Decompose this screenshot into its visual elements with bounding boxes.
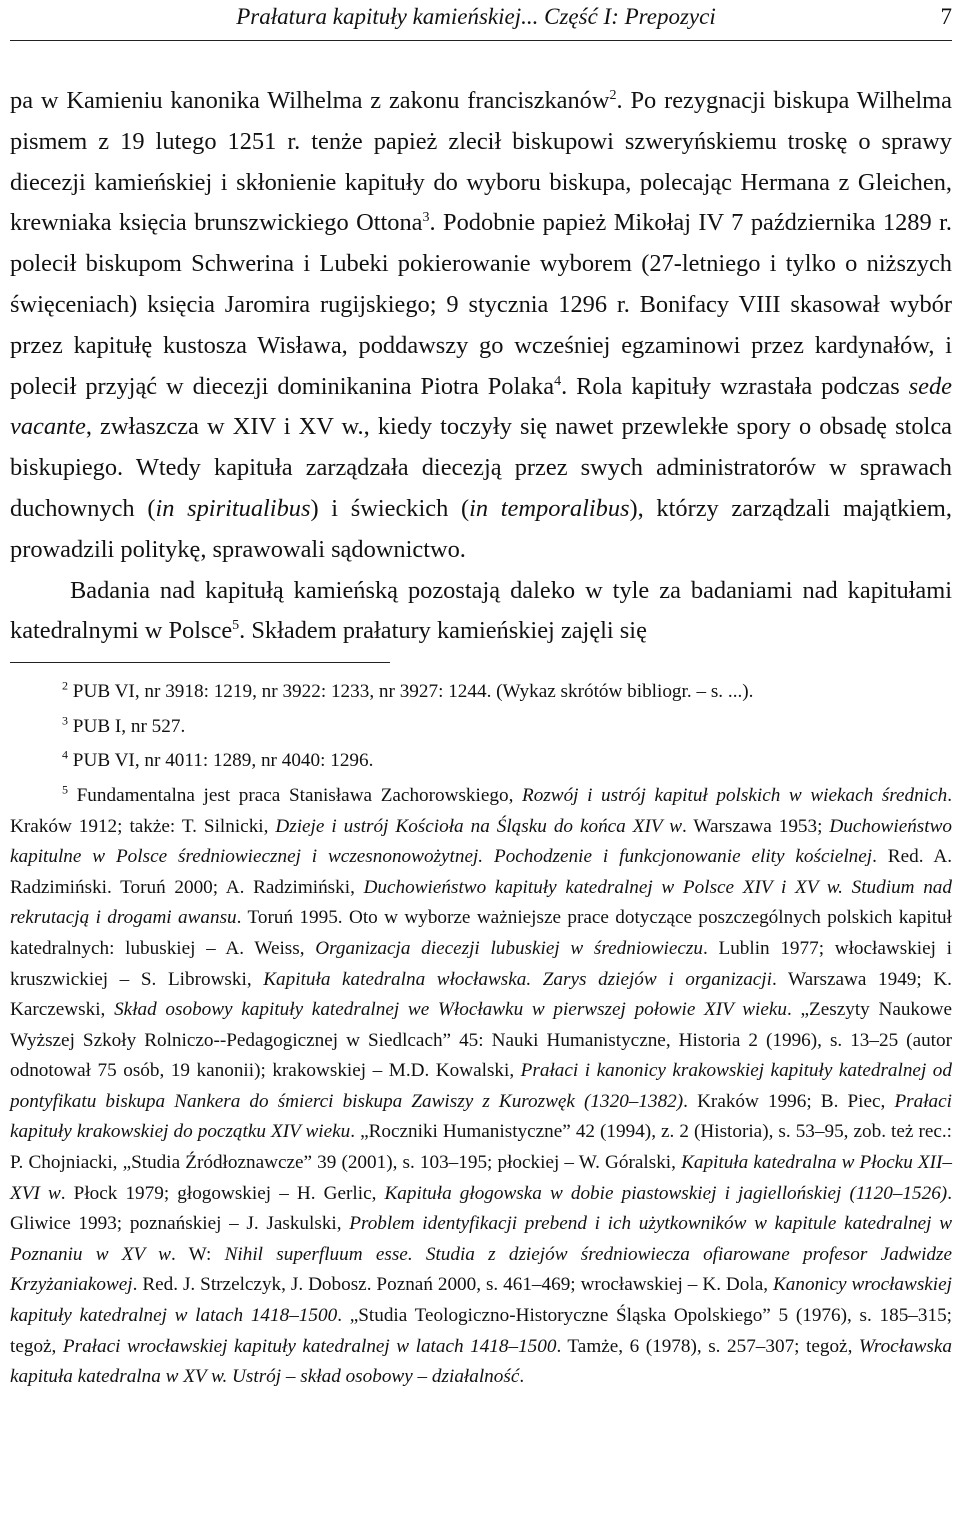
- footnote-4: $^4$ PUB VI, nr 4011: 1289, nr 4040: 1296.: [62, 747, 374, 772]
- footnote-3: $^3$ PUB I, nr 527.: [62, 713, 186, 737]
- paragraph-1: pa w Kamieniu kanonika Wilhelma z zakonu franciszkanów$^2$. Po rezygnacji biskupa Wilhelma pismem z 19 lutego 1251 r. tenże papież zlecił biskupowi szweryńskiemu troskę o sprawy diecezji kamieńskiej i skłonienie kapituły do wyboru biskupa, polecając Hermana z Gleichen, krewniaka księcia brunszwickiego Ottona$^3$. Podobnie papież Mikołaj IV 7 października 1289 r. polecił biskupom Schwerina i Lubeki pokierowanie wyborem (27-letniego i tylko o niższych święceniach) księcia Jaromira rugijskiego; 9 stycznia 1296 r. Bonifacy VIII skasował wybór przez kapitułę kustosza Wisława, poddawszy go wcześniej egzaminowi przez kardynałów, i polecił przyjąć w diecezji dominikanina Piotra Polaka$^4$. Rola kapituły wzrastała podczas sede vacante, zwłaszcza w XIV i XV w., kiedy toczyły się nawet przewlekłe spory o obsadę stolca biskupiego. Wtedy kapituła zarządzała diecezją przez swych administratorów w sprawach duchownych (in spiritualibus) i świeckich (in temporalibus), którzy zarządzali majątkiem, prowadzili politykę, sprawowali sądownictwo.: [10, 87, 952, 563]
- footnote-ref-4[interactable]: 4: [554, 373, 562, 389]
- footnote-divider: [10, 662, 390, 663]
- document-page: [10, 0, 952, 1393]
- paragraph-2: Badania nad kapitułą kamieńską pozostają daleko w tyle za badaniami nad kapitułami katedralnymi w Polsce$^5$. Składem prałatury kamieńskiej zajęli się: [10, 576, 952, 645]
- footnote-5: $^5$ Fundamentalna jest praca Stanisława Zachorowskiego, Rozwój i ustrój kapituł polskich w wiekach średnich. Kraków 1912; także: T. Silnicki, Dzieje i ustrój Kościoła na Śląsku do końca XIV w. Warszawa 1953; Duchowieństwo kapitulne w Polsce średniowiecznej i wczesnonowożytnej. Pochodzenie i funkcjonowanie elity kościelnej. Red. A. Radzimiński. Toruń 2000; A. Radzimiński, Duchowieństwo kapituły katedralnej w Polsce XIV i XV w. Studium nad rekrutacją i drogami awansu. Toruń 1995. Oto w wyborze ważniejsze prace dotyczące poszczególnych polskich kapituł katedralnych: lubuskiej – A. Weiss, Organizacja diecezji lubuskiej w średniowieczu. Lublin 1977; włocławskiej i kruszwickiej – S. Librowski, Kapituła katedralna włocławska. Zarys dziejów i organizacji. Warszawa 1949; K. Karczewski, Skład osobowy kapituły katedralnej we Włocławku w pierwszej połowie XIV wieku. „Zeszyty Naukowe Wyższej Szkoły Rolniczo--Pedagogicznej w Siedlcach” 45: Nauki Humanistyczne, Historia 2 (1996), s. 13–25 (autor odnotował 75 osób, 19 kanonii); krakowskiej – M.D. Kowalski, Prałaci i kanonicy krakowskiej kapituły katedralnej od pontyfikatu biskupa Nankera do śmierci biskupa Zawiszy z Kurozwęk (1320–1382). Kraków 1996; B. Piec, Prałaci kapituły krakowskiej do początku XIV wieku. „Roczniki Humanistyczne” 42 (1994), z. 2 (Historia), s. 53–95, zob. też rec.: P. Chojniacki, „Studia Źródłoznawcze” 39 (2001), s. 103–195; płockiej – W. Góralski, Kapituła katedralna w Płocku XII–XVI w. Płock 1979; głogowskiej – H. Gerlic, Kapituła głogowska w dobie piastowskiej i jagiellońskiej (1120–1526). Gliwice 1993; poznańskiej – J. Jaskulski, Problem identyfikacji prebend i ich użytkowników w kapitule katedralnej w Poznaniu w XV w. W: Nihil superfluum esse. Studia z dziejów średniowiecza ofiarowane profesor Jadwidze Krzyżaniakowej. Red. J. Strzelczyk, J. Dobosz. Poznań 2000, s. 461–469; wrocławskiej – K. Dola, Kanonicy wrocławskiej kapituły katedralnej w latach 1418–1500. „Studia Teologiczno-Historyczne Śląska Opolskiego” 5 (1976), s. 185–315; tegoż, Prałaci wrocławskiej kapituły katedralnej w latach 1418–1500. Tamże, 6 (1978), s. 257–307; tegoż, Wrocławska kapituła katedralna w XV w. Ustrój – skład osobowy – działalność.: [10, 782, 952, 1388]
- header-divider: [10, 40, 952, 41]
- footnote-2: $^2$ PUB VI, nr 3918: 1219, nr 3922: 1233, nr 3927: 1244. (Wykaz skrótów bibliogr. – s. ...).: [62, 678, 754, 703]
- footnote-ref-3[interactable]: 3: [422, 210, 430, 226]
- footnotes: [10, 677, 952, 1393]
- running-header: [10, 2, 952, 40]
- footnote-ref-2[interactable]: 2: [609, 87, 617, 103]
- page-number: 7: [940, 4, 952, 29]
- body-text: [10, 81, 952, 652]
- header-title: Prałatura kapituły kamieńskiej... Część I: Prepozyci: [236, 4, 716, 29]
- footnote-ref-5[interactable]: 5: [232, 618, 240, 634]
